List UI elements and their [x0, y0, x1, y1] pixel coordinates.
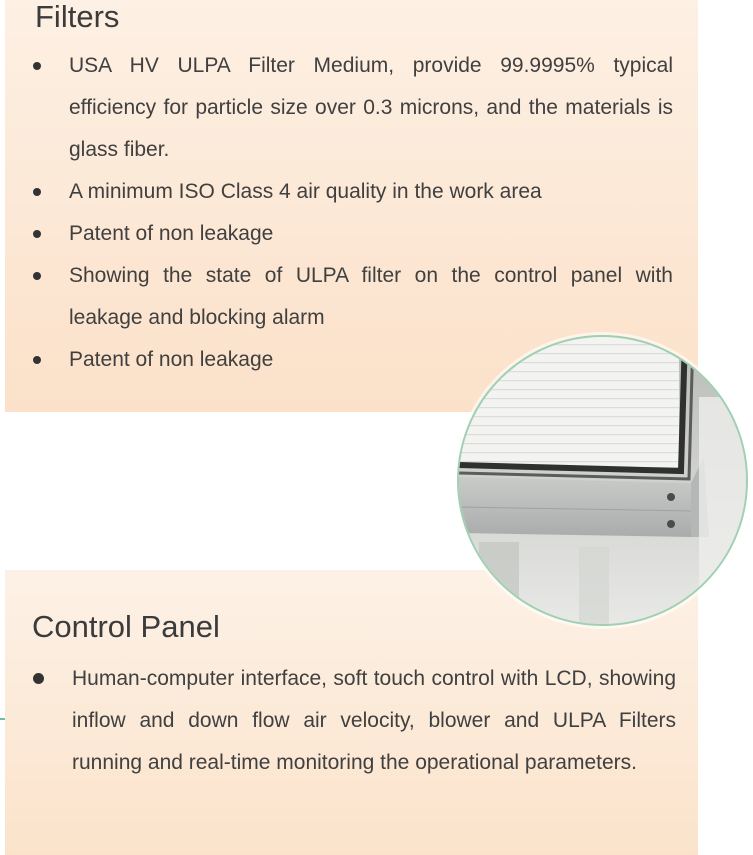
list-item — [28, 658, 676, 784]
filter-illustration — [459, 337, 746, 624]
list-item — [28, 45, 673, 171]
bullet-icon — [33, 188, 41, 196]
ulpa-filter-photo — [457, 335, 748, 626]
list-item-text: Patent of non leakage — [69, 222, 274, 245]
list-item — [28, 213, 673, 255]
control-panel-heading: Control Panel — [32, 609, 220, 644]
list-item-text: Showing the state of ULPA filter on the control panel with leakage and blocking alarm — [69, 264, 673, 329]
list-item-text: Human-computer interface, soft touch control with LCD, showing inflow and down flow air velocity, blower and ULPA Filters running and real-time monitoring the operational parameters. — [72, 667, 676, 774]
bullet-icon — [33, 62, 41, 70]
list-item-text: A minimum ISO Class 4 air quality in the work area — [69, 180, 542, 203]
bullet-icon — [33, 230, 41, 238]
bullet-icon — [33, 356, 41, 364]
list-item-text: USA HV ULPA Filter Medium, provide 99.9995% typical efficiency for particle size over 0.3 microns, and the materials is glass fiber. — [69, 54, 673, 161]
filters-list — [28, 45, 673, 381]
bullet-icon — [33, 272, 41, 280]
list-item — [28, 171, 673, 213]
accent-line — [0, 718, 5, 720]
list-item — [28, 255, 673, 339]
filters-heading: Filters — [35, 0, 120, 34]
list-item-text: Patent of non leakage — [69, 348, 274, 371]
control-panel-list — [28, 658, 676, 784]
bullet-icon — [33, 673, 44, 684]
